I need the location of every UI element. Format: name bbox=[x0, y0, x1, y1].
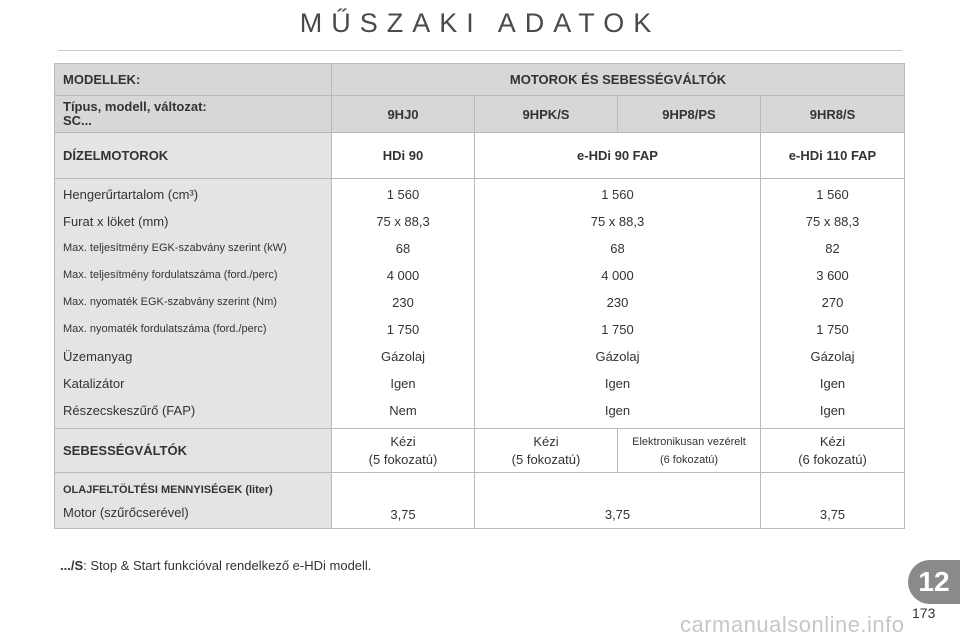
watermark: carmanualsonline.info bbox=[680, 612, 905, 637]
spec-value: Igen bbox=[604, 403, 631, 418]
type-row bbox=[55, 96, 905, 133]
spec-value: Gázolaj bbox=[595, 349, 640, 364]
spec-value: 1 560 bbox=[816, 187, 849, 202]
engine-name: HDi 90 bbox=[332, 133, 475, 179]
engine-specs-block bbox=[55, 179, 905, 429]
type-code: 9HPK/S bbox=[475, 96, 618, 133]
spec-label: Katalizátor bbox=[63, 376, 125, 391]
spec-value: 75 x 88,3 bbox=[376, 214, 430, 229]
oil-value: 3,75 bbox=[475, 473, 761, 529]
gearbox-gears: (5 fokozatú) bbox=[368, 451, 438, 467]
footnote bbox=[60, 558, 371, 573]
spec-value: Igen bbox=[819, 376, 846, 391]
spec-value: Igen bbox=[819, 403, 846, 418]
spec-value: 1 750 bbox=[816, 322, 849, 337]
type-label bbox=[55, 96, 332, 133]
spec-values-ehdi90 bbox=[475, 179, 761, 429]
spec-value: 270 bbox=[821, 295, 844, 310]
type-code: 9HJ0 bbox=[332, 96, 475, 133]
gearbox-gears: (6 fokozatú) bbox=[659, 453, 719, 466]
footnote-text: : Stop & Start funkcióval rendelkező e-HDi modell. bbox=[83, 558, 372, 573]
gearbox-type: Kézi bbox=[819, 433, 846, 449]
spec-value: 1 560 bbox=[601, 187, 634, 202]
spec-value: Igen bbox=[604, 376, 631, 391]
engines-gearboxes-heading: MOTOROK ÉS SEBESSÉGVÁLTÓK bbox=[332, 64, 905, 96]
spec-value: 68 bbox=[395, 241, 411, 256]
diesel-engines-row bbox=[55, 133, 905, 179]
type-label-text: Típus, modell, változat: SC... bbox=[63, 99, 207, 128]
gearbox-type: Kézi bbox=[533, 433, 559, 449]
engine-name: e-HDi 110 FAP bbox=[761, 133, 905, 179]
oil-capacity-heading: OLAJFELTÖLTÉSI MENNYISÉGEK (liter) bbox=[63, 483, 273, 496]
gearbox-type: Elektronikusan vezérelt bbox=[632, 435, 746, 448]
spec-labels bbox=[55, 179, 332, 429]
spec-values-ehdi110 bbox=[761, 179, 905, 429]
page-title: MŰSZAKI ADATOK bbox=[299, 8, 661, 38]
type-code: 9HP8/PS bbox=[618, 96, 761, 133]
spec-label: Furat x löket (mm) bbox=[63, 214, 169, 229]
spec-value: 1 560 bbox=[386, 187, 420, 202]
chapter-badge: 12 bbox=[908, 560, 960, 604]
spec-label: Max. nyomaték fordulatszáma (ford./perc) bbox=[63, 323, 267, 335]
oil-value: 3,75 bbox=[332, 473, 475, 529]
spec-value: 3 600 bbox=[816, 268, 849, 283]
spec-label: Üzemanyag bbox=[63, 349, 133, 364]
title-divider bbox=[58, 50, 902, 51]
spec-value: 4 000 bbox=[601, 268, 634, 283]
spec-value: Gázolaj bbox=[810, 349, 855, 364]
gearbox-value bbox=[475, 429, 618, 473]
footnote-marker: .../S bbox=[60, 558, 84, 573]
gearbox-row bbox=[55, 429, 905, 473]
oil-capacity-cell bbox=[55, 473, 332, 529]
gearbox-label: SEBESSÉGVÁLTÓK bbox=[55, 429, 332, 473]
spec-value: 1 750 bbox=[386, 322, 420, 337]
spec-value: Nem bbox=[389, 403, 417, 418]
engine-name: e-HDi 90 FAP bbox=[475, 133, 761, 179]
page-number: 173 bbox=[912, 605, 936, 621]
diesel-engines-label: DÍZELMOTOROK bbox=[55, 133, 332, 179]
header-row bbox=[55, 64, 905, 96]
spec-label: Max. teljesítmény EGK-szabvány szerint (kW) bbox=[63, 242, 287, 254]
spec-value: 230 bbox=[606, 295, 629, 310]
spec-label: Részecskeszűrő (FAP) bbox=[63, 403, 196, 418]
oil-capacity-row bbox=[55, 473, 905, 529]
gearbox-type: Kézi bbox=[390, 433, 416, 449]
spec-value: 230 bbox=[392, 295, 414, 310]
specs-table bbox=[54, 63, 905, 529]
models-heading: MODELLEK: bbox=[55, 64, 332, 96]
spec-value: 1 750 bbox=[601, 322, 634, 337]
gearbox-gears: (6 fokozatú) bbox=[798, 451, 867, 467]
spec-value: 4 000 bbox=[386, 268, 420, 283]
type-code: 9HR8/S bbox=[761, 96, 905, 133]
spec-value: 75 x 88,3 bbox=[805, 214, 860, 229]
spec-value: Igen bbox=[390, 376, 416, 391]
gearbox-gears: (5 fokozatú) bbox=[511, 451, 581, 467]
spec-value: 68 bbox=[610, 241, 625, 256]
gearbox-value bbox=[618, 429, 761, 473]
oil-capacity-label: Motor (szűrőcserével) bbox=[63, 504, 189, 520]
spec-value: Gázolaj bbox=[380, 349, 426, 364]
gearbox-value bbox=[332, 429, 475, 473]
oil-value: 3,75 bbox=[761, 473, 905, 529]
spec-label: Hengerűrtartalom (cm³) bbox=[63, 187, 199, 202]
spec-label: Max. teljesítmény fordulatszáma (ford./perc) bbox=[63, 269, 278, 281]
spec-values-hdi90 bbox=[332, 179, 475, 429]
spec-label: Max. nyomaték EGK-szabvány szerint (Nm) bbox=[63, 296, 277, 308]
spec-value: 75 x 88,3 bbox=[590, 214, 645, 229]
spec-value: 82 bbox=[825, 241, 840, 256]
gearbox-value bbox=[761, 429, 905, 473]
